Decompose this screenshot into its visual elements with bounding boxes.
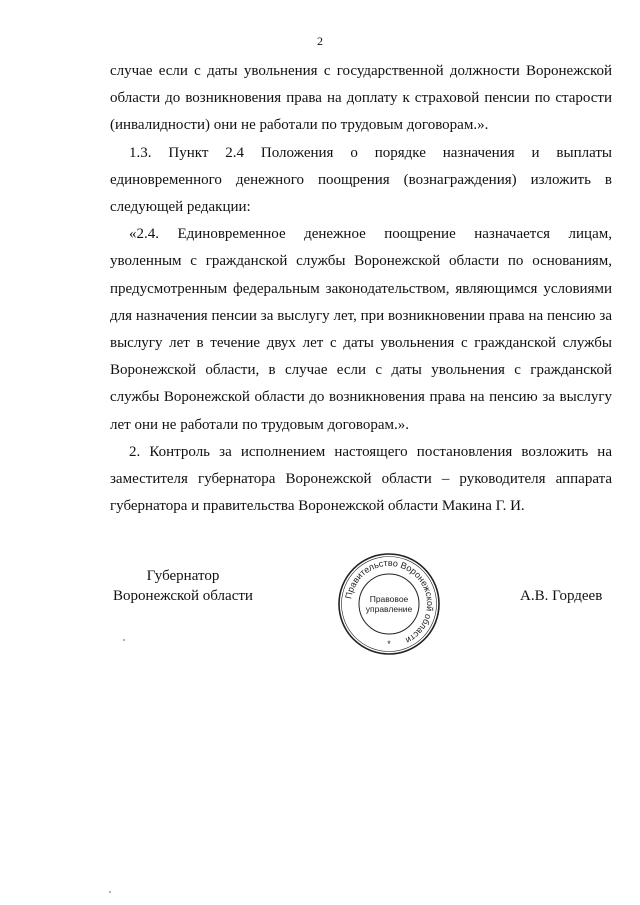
paragraph-continuation: случае если с даты увольнения с государственной должности Воронежской области до возникновения права на доплату к страховой пенсии по старости (инвалидности) они не работали по трудовым договорам.». xyxy=(110,63,612,134)
official-stamp xyxy=(336,551,442,657)
signatory-name: А.В. Гордеев xyxy=(520,588,603,604)
signatory-title xyxy=(108,566,258,606)
document-body xyxy=(110,58,612,520)
stamp-seal-icon xyxy=(336,551,442,657)
paragraph-quoted-2-4: «2.4. Единовременное денежное поощрение назначается лицам, уволенным с гражданской службы Воронежской области по основаниям, предусмотренным федеральным законодательством, являющимся условиями для назначения пенсии за выслугу лет, при возникновении права на пенсию за выслугу лет в течение двух лет с даты увольнения с гражданской службы Воронежской области, в случае если с даты увольнения с гражданской службы Воронежской области до возникновения права на пенсию за выслугу лет они не работали по трудовым договорам.». xyxy=(110,226,612,433)
signatory-title-line1: Губернатор xyxy=(146,568,220,584)
stamp-ring-text: Правительство Воронежской области xyxy=(343,557,436,646)
paragraph-item-1-3: 1.3. Пункт 2.4 Положения о порядке назначения и выплаты единовременного денежного поощрения (вознаграждения) изложить в следующей редакции: xyxy=(110,144,612,216)
signatory-title-line2: Воронежской области xyxy=(113,588,253,604)
paragraph-item-2: 2. Контроль за исполнением настоящего постановления возложить на заместителя губернатора Воронежской области – руководителя аппарата губернатора и правительства Воронежской области Макина Г. И. xyxy=(110,443,612,515)
page-number: 2 xyxy=(317,34,323,48)
stamp-center-line2: управление xyxy=(365,604,413,614)
stamp-star-mark: * xyxy=(387,639,391,649)
scan-speck xyxy=(123,639,125,641)
scan-speck xyxy=(109,891,111,893)
stamp-center-line1: Правовое xyxy=(369,594,409,604)
